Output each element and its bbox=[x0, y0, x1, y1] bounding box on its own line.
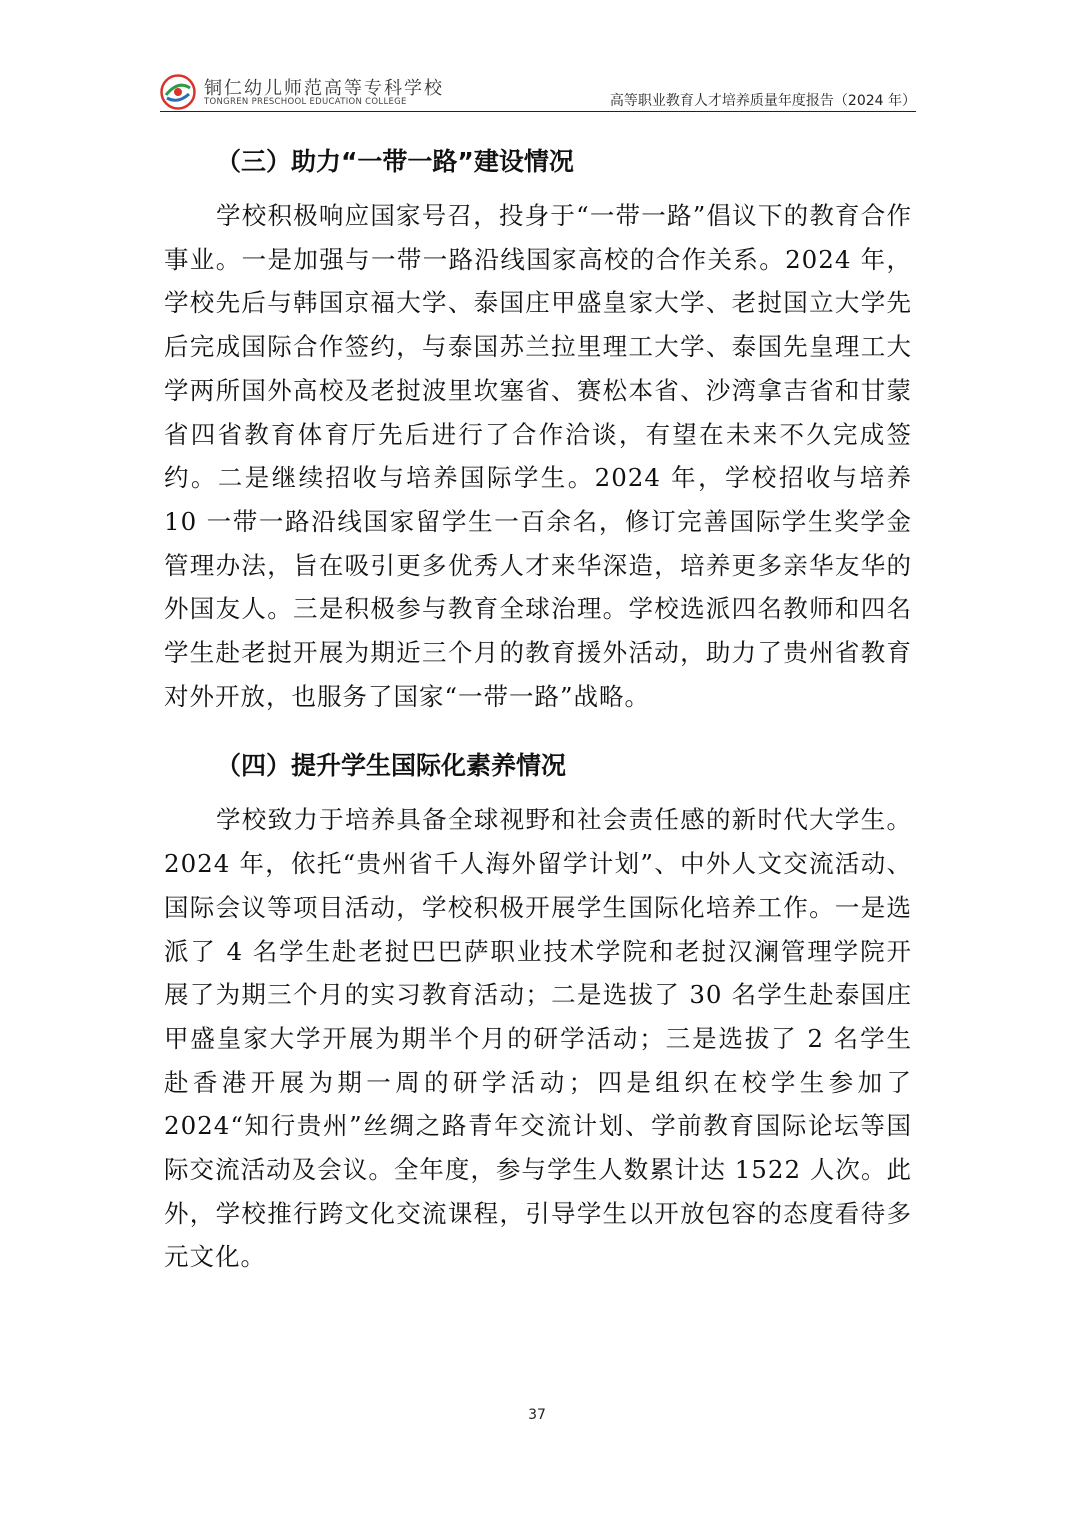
section-heading-belt-and-road: （三）助力“一带一路”建设情况 bbox=[216, 147, 574, 176]
page-number: 37 bbox=[528, 1407, 546, 1423]
section-paragraph-international-literacy: 学校致力于培养具备全球视野和社会责任感的新时代大学生。2024 年，依托“贵州省千人海外留学计划”、中外人文交流活动、国际会议等项目活动，学校积极开展学生国际化培养工作。一是选派了 4 名学生赴老挝巴巴萨职业技术学院和老挝汉澜管理学院开展了为期三个月的实习教育活动；二是选拔了 30 名学生赴泰国庄甲盛皇家大学开展为期半个月的研学活动；三是选拔了 2 名学生赴香港开展为期一周的研学活动；四是组织在校学生参加了 2024“知行贵州”丝绸之路青年交流计划、学前教育国际论坛等国际交流活动及会议。全年度，参与学生人数累计达 1522 人次。此外，学校推行跨文化交流课程，引导学生以开放包容的态度看待多元文化。 bbox=[164, 805, 912, 1272]
school-logo-icon bbox=[160, 74, 196, 110]
page-content bbox=[164, 140, 912, 1279]
school-name-chinese: 铜仁幼儿师范高等专科学校 bbox=[204, 78, 444, 99]
section-spacer bbox=[164, 718, 912, 744]
header-divider bbox=[160, 111, 916, 112]
section-paragraph-belt-and-road: 学校积极响应国家号召，投身于“一带一路”倡议下的教育合作事业。一是加强与一带一路沿线国家高校的合作关系。2024 年，学校先后与韩国京福大学、泰国庄甲盛皇家大学、老挝国立大学先后完成国际合作签约，与泰国苏兰拉里理工大学、泰国先皇理工大学两所国外高校及老挝波里坎塞省、赛松本省、沙湾拿吉省和甘蒙省四省教育体育厅先后进行了合作洽谈，有望在未来不久完成签约。二是继续招收与培养国际学生。2024 年，学校招收与培养 10 一带一路沿线国家留学生一百余名，修订完善国际学生奖学金管理办法，旨在吸引更多优秀人才来华深造，培养更多亲华友华的外国友人。三是积极参与教育全球治理。学校选派四名教师和四名学生赴老挝开展为期近三个月的教育援外活动，助力了贵州省教育对外开放，也服务了国家“一带一路”战略。 bbox=[164, 201, 912, 711]
report-title: 高等职业教育人才培养质量年度报告（2024 年） bbox=[609, 93, 916, 109]
section-heading-international-literacy: （四）提升学生国际化素养情况 bbox=[216, 751, 567, 781]
school-name-english: TONGREN PRESCHOOL EDUCATION COLLEGE bbox=[204, 97, 407, 107]
page-header bbox=[160, 70, 916, 114]
